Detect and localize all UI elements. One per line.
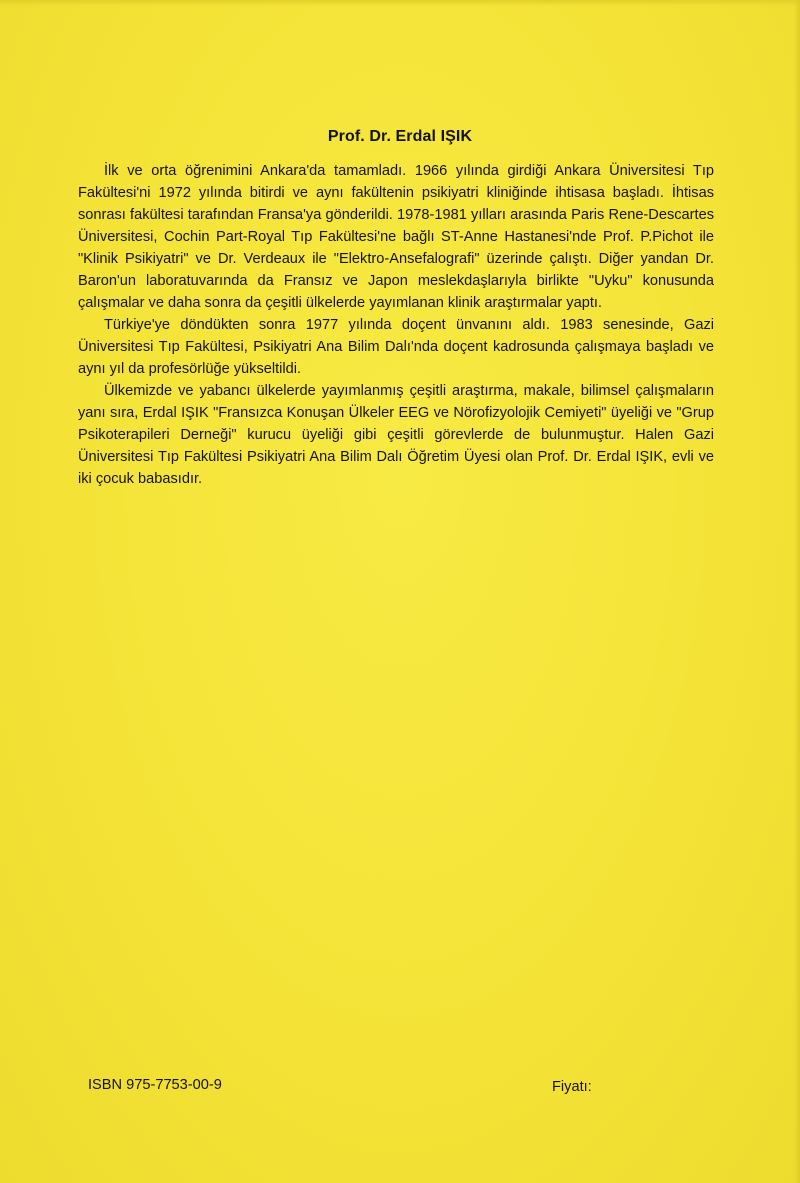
isbn-number: ISBN 975-7753-00-9	[88, 1077, 222, 1093]
biography-text	[78, 160, 714, 490]
bio-paragraph-1: İlk ve orta öğrenimini Ankara'da tamamladı. 1966 yılında girdiği Ankara Üniversitesi Tıp Fakültesi'ni 1972 yılında bitirdi ve aynı fakültenin psikiyatri kliniğinde ihtisasa başladı. İhtisas sonrası fakültesi tarafından Fransa'ya gönderildi. 1978-1981 yılları arasında Paris Rene-Descartes Üniversitesi, Cochin Part-Royal Tıp Fakültesi'ne bağlı ST-Anne Hastanesi'nde Prof. P.Pichot ile "Klinik Psikiyatri" ve Dr. Verdeaux ile "Elektro-Ansefalografi" üzerinde çalıştı. Diğer yandan Dr. Baron'un laboratuvarında da Fransız ve Japon meslekdaşlarıyla birlikte "Uyku" konusunda çalışmalar ve daha sonra da çeşitli ülkelerde yayımlanan klinik araştırmalar yaptı.	[78, 163, 714, 311]
bio-paragraph-3: Ülkemizde ve yabancı ülkelerde yayımlanmış çeşitli araştırma, makale, bilimsel çalışmaların yanı sıra, Erdal IŞIK "Fransızca Konuşan Ülkeler EEG ve Nörofizyolojik Cemiyeti" üyeliği ve "Grup Psikoterapileri Derneği" kurucu üyeliği gibi çeşitli görevlerde de bulunmuştur. Halen Gazi Üniversitesi Tıp Fakültesi Psikiyatri Ana Bilim Dalı Öğretim Üyesi olan Prof. Dr. Erdal IŞIK, evli ve iki çocuk babasıdır.	[78, 383, 714, 487]
paper-edge-right	[794, 0, 800, 1183]
author-title: Prof. Dr. Erdal IŞIK	[327, 128, 473, 145]
price-label: Fiyatı:	[552, 1079, 592, 1095]
bio-paragraph-2: Türkiye'ye döndükten sonra 1977 yılında doçent ünvanını aldı. 1983 senesinde, Gazi Üniversitesi Tıp Fakültesi, Psikiyatri Ana Bilim Dalı'nda doçent kadrosunda çalışmaya başladı ve aynı yıl da profesörlüğe yükseltildi.	[78, 317, 714, 377]
paper-edge-top	[0, 0, 800, 6]
